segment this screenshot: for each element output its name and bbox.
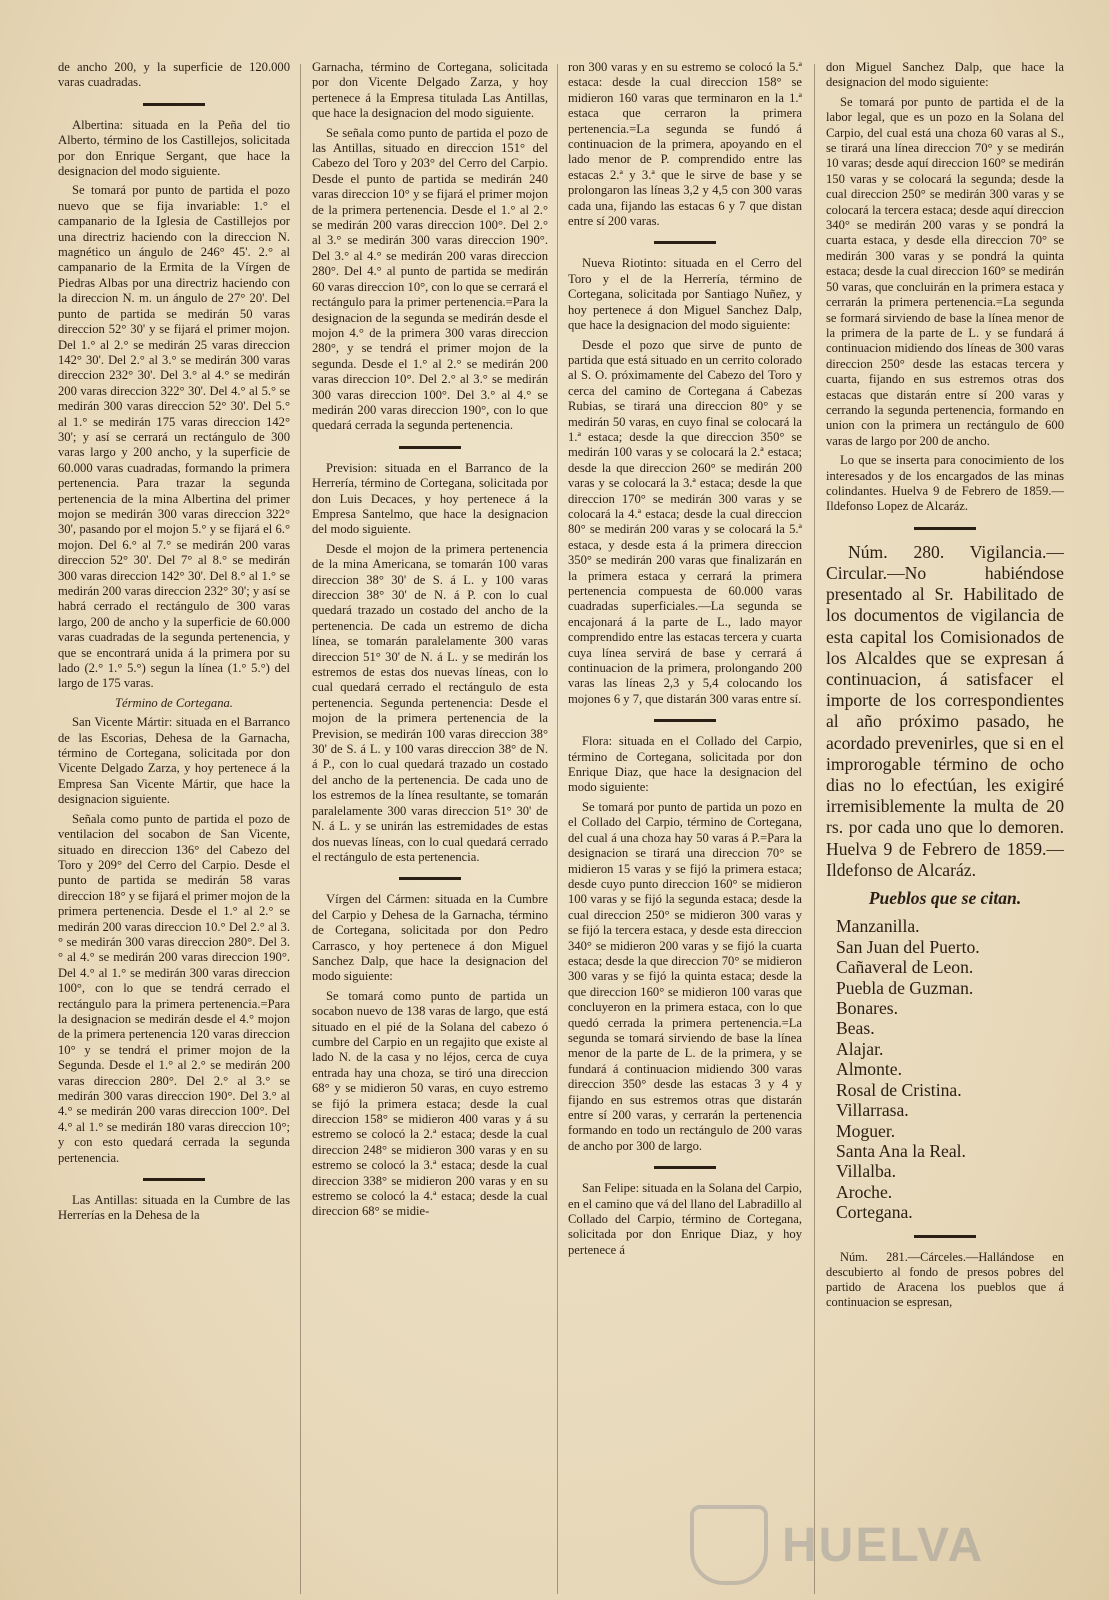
paragraph: Garnacha, término de Cortegana, solicitada por don Vicente Delgado Zarza, y hoy pertenece á la Empresa titulada Las Antillas, que hace la designacion del modo siguiente. [312,60,548,121]
towns-heading: Pueblos que se citan. [868,888,1022,909]
column-1 [58,60,290,1590]
list-item: Villarrasa. [836,1100,909,1121]
paragraph: de ancho 200, y la superficie de 120.000 varas cuadradas. [58,60,290,90]
watermark-text: HUELVA [782,1518,985,1572]
towns-list [836,916,1064,1222]
list-item: Alajar. [836,1038,884,1059]
separator-rule [399,877,461,880]
column-rule [814,64,815,1594]
list-item: Rosal de Cristina. [836,1079,962,1100]
list-item: Cortegana. [836,1202,913,1223]
shield-icon [690,1505,768,1585]
list-item: Moguer. [836,1120,896,1141]
paragraph: Lo que se inserta para conocimiento de los interesados y de los encargados de las minas colindantes. Huelva 9 de Febrero de 1859.—Ildefonso Lopez de Alcaráz. [826,453,1064,514]
paragraph: Desde el pozo que sirve de punto de partida que está situado en un cerrito colorado al S. O. próximamente del Cabezo del Toro y cerca del camino de Cortegana á Cabezas Rubias, se tirará una direccion 80° y se medirán 50 varas, en cuyo final se colocará la 1.ª estaca; desde la que direccion 350° se medirán 100 varas y se colocará la 2.ª estaca; desde la que direccion 260° se medirán 200 varas y se colocará la 3.ª estaca; desde la que direccion 170° se medirán 300 varas y se colocará la 4.ª estaca; desde la cual direccion 80° se medirán 200 varas y se colocará la 5.ª estaca, y desde esta á la primera direccion 350° se medirán 200 varas que finalizarán en la primera estaca y cerrará la primera pertenencia compuesta de 60.000 varas cuadradas superficiales.—La segunda se encajonará á la parte de L., lado mayor comprendido entre las estacas tercera y cuarta cuya línea servirá de base y cerrará á continuacion de la primera, prolongando 200 varas las líneas 2,3 y 5,4 colocando los mojones 6 y 7, que distarán 300 varas entre sí. [568,337,802,706]
paragraph: Nueva Riotinto: situada en el Cerro del Toro y el de la Herrería, término de Cortegana, solicitada por Santiago Nuñez, y hoy pertenece á don Miguel Sanchez Dalp, que hace la designacion del modo siguiente: [568,256,802,333]
paragraph: San Felipe: situada en la Solana del Carpio, en el camino que vá del llano del Labradillo al Collado del Carpio, término de Cortegana, solicitada por don Enrique Diaz, y hoy pertenece á [568,1181,802,1257]
paragraph: Núm. 281.—Cárceles.—Hallándose en descubierto al fondo de presos pobres del partido de Aracena los pueblos que á continuacion se espresan, [826,1249,1064,1309]
separator-rule [914,527,976,530]
paragraph: San Vicente Mártir: situada en el Barranco de las Escorias, Dehesa de la Garnacha, término de Cortegana, solicitada por don Vicente Delgado Zarza, y hoy pertenece á la Empresa San Vicente Mártir, que hace la designacion siguiente. [58,715,290,807]
paragraph: Albertina: situada en la Peña del tio Alberto, término de los Castillejos, solicitada por don Enrique Sergant, que hace la designacion del modo siguiente. [58,117,290,179]
list-item: Manzanilla. [836,916,920,937]
list-item: Almonte. [836,1059,902,1080]
separator-rule [399,446,461,449]
separator-rule [654,241,716,244]
list-item: Puebla de Guzman. [836,977,974,998]
column-rule [300,64,301,1594]
list-item: San Juan del Puerto. [836,936,980,957]
paragraph: Las Antillas: situada en la Cumbre de las Herrerías en la Dehesa de la [58,1193,290,1223]
section-subheading: Término de Cortegana. [115,695,233,710]
paragraph: don Miguel Sanchez Dalp, que hace la designacion del modo siguiente: [826,60,1064,90]
separator-rule [143,1178,205,1181]
separator-rule [143,103,205,106]
list-item: Beas. [836,1018,875,1039]
paragraph: Se tomará como punto de partida un socabon nuevo de 138 varas de largo, que está situado en el pié de la Solana del cabezo ó cumbre del Carpio en un regajito que existe al lado N. de la casa y no léjos, cerca de cuya entrada hay una choza, se tiró una direccion 68° y se midieron 50 varas, en cuyo estremo se fijó la primera estaca; desde la cual direccion 158° se midieron 400 varas y á su estremo se colocó la 2.ª estaca; desde la cual direccion 248° se midieron 300 varas y en su estremo se colocó la 3.ª estaca; desde la cual direccion 338° se midieron 200 varas y en su estremo se colocó la 4.ª estaca; desde la cual direccion 68° se midie- [312,988,548,1219]
separator-rule [914,1235,976,1238]
paragraph: Prevision: situada en el Barranco de la Herrería, término de Cortegana, solicitada por don Luis Decaces, y hoy pertenece á la Empresa Santelmo, que hace la designacion del modo siguiente. [312,460,548,537]
list-item: Cañaveral de Leon. [836,957,974,978]
list-item: Villalba. [836,1161,897,1182]
paragraph: Señala como punto de partida el pozo de ventilacion del socabon de San Vicente, situado en direccion 136° del Cabezo del Toro y 209° del Cerro del Carpio. Desde el punto de partida se medirán 58 varas direccion 18° y se fijará el primer mojon de la primera pertenencia. Desde el 1.° al 2.° se medirán 200 varas direccion 10.° Del 2.° al 3.° se medirán 300 varas direccion 280°. Del 3.° al 4.° se medirán 200 varas direccion 190°. Del 4.° al 1.° se medirán 300 varas direccion 100°, con lo que se tendrá cerrado el rectángulo para la primera pertenencia.=Para la designacion se medirán desde el 4.° mojon de la primera pertenencia 120 varas direccion 10° y se tendrá el primer mojon de la Segunda. Desde el 1.° al 2.° se medirán 200 varas direccion 280°. Del 2.° al 3.° se medirán 300 varas direccion 190°. Del 3.° al 4.° se medirán 200 varas direccion 100°. Del 4.° al 1.° se medirán 180 varas direccion 10°; y con esto quedará cerrada la segunda pertenencia. [58,811,290,1165]
paragraph: Desde el mojon de la primera pertenencia de la mina Americana, se tomarán 100 varas direccion 38° 30' de S. á L. y 100 varas direccion 38° 30' de N. á P. con lo cual quedará trazado un costado del ancho de la pertenencia. De cada un estremo de dicha línea, se tomarán paralelamente 300 varas direccion 51° 30' de N. á L. y se medirán los estremos de estas dos nuevas líneas, con lo cual quedará cerrado el rectángulo de esta pertenencia. Segunda pertenencia: Desde el mojon de la primera pertenencia de la Prevision, se medirán 100 varas direccion 38° 30' de S. á L. y 100 varas direccion 38° de N. á P., con lo cual quedará trazado un costado del ancho de la pertenencia. De cada uno de los estremos de la línea resultante, se tomarán paralelamente 300 varas direccion 51° 30' de N. á L. y se unirán las estremidades de estas dos nuevas líneas, con lo cual quedará cerrado el rectángulo de esta pertenencia. [312,541,548,864]
column-3 [568,60,802,1590]
paragraph: Vírgen del Cármen: situada en la Cumbre del Carpio y Dehesa de la Garnacha, término de Cortegana, solicitada por don Pedro Carrasco, y hoy pertenece á don Miguel Sanchez Dalp, que hace la designacion del modo siguiente: [312,892,548,984]
list-item: Bonares. [836,998,899,1019]
column-4 [826,60,1064,1590]
separator-rule [654,1166,716,1169]
paragraph: Se tomará por punto de partida el pozo nuevo que se fija invariable: 1.° el campanario de la Iglesia de Castillejos por una directriz haciendo con la direccion N. magnético un ángulo de 246° 45'. 2.° al campanario de la Ermita de la Vírgen de Piedras Albas por una directriz haciendo con la direccion N. m. un ángulo de 27° 20'. Del punto de partida se medirán 50 varas direccion 52° 30' y se fijará el primer mojon. Del 1.° al 2.° se medirán 25 varas direccion 142° 30'. Del 2.° al 3.° se medirán 300 varas direccion 232° 30'. Del 3.° al 4.° se medirán 200 varas direccion 322° 30'. Del 4.° al 5.° se medirán 300 varas direccion 52° 30'. Del 5.° al 1.° se medirán 175 varas direccion 142° 30'; y así se cerrará un rectángulo de 300 varas largo y 200 ancho, y la superficie de 60.000 varas cuadradas, formando la primera pertenencia. Para trazar la segunda pertenencia de la mina Albertina del primer mojon se medirán 300 varas direccion 322° 30', pasando por el mojon 5.° y se fijará el 6.° mojon. Del 6.° al 7.° se medirán 200 varas direccion 52° 30'. Del 7° al 8.° se medirán 300 varas direccion 142° 30'. Del 8.° al 1.° se medirán 200 varas direccion 232° 30'; y así se habrá cerrado el rectángulo de 300 varas largo, 200 de ancho y la superficie de 60.000 varas cuadradas de la segunda pertenencia, y que se encontrará unida á la primera por su lado (2.° 1.° 5.°) segun la línea (1.° 5.°) del largo de 175 varas. [58,183,290,691]
paragraph: ron 300 varas y en su estremo se colocó la 5.ª estaca: desde la cual direccion 158° se midieron 160 varas que terminaron en la 1.ª estaca que cerraron la primera pertenencia.=La segunda se fundó á continuacion de la primera, apoyando en el lado menor de P. comprendido entre las estacas 2.ª y 3.ª que le sirve de base y se prolongaron las líneas 3,2 y 4,5 con 300 varas cada una, fijando las estacas 6 y 7 que distan entre sí 200 varas. [568,60,802,229]
separator-rule [654,719,716,722]
list-item: Aroche. [836,1181,893,1202]
paragraph: Se tomará por punto de partida el de la labor legal, que es un pozo en la Solana del Carpio, del cual está una choza 60 varas al S., se tirará una línea direccion 70° y se medirán 10 varas; desde aquí direccion 160° se medirán 150 varas y se colocará la segunda; desde la cual direccion 250° se medirán 300 varas y se colocará la tercera estaca; desde aquí direccion 340° se medirán 200 varas y se pondrá la cuarta estaca, y desde ella direccion 70° se medirán 300 varas y se pondrá la quinta estaca; desde la cual direccion 160° se medirán 50 varas, que concluirán en la primera estaca y cerrarán la primera pertenencia.=La segunda se formará sirviendo de base la línea menor de la primera de la parte de L. y se fundará á continuacion midiendo dos líneas de 300 varas direccion 250° desde las estacas tercera y cuarta, fijando en sus estremos otras dos estacas que distarán entre sí 200 varas y cerrando la segunda pertenencia, formando en union con la primera un rectángulo de 600 varas de largo por 200 de ancho. [826,94,1064,448]
paragraph: Se señala como punto de partida el pozo de las Antillas, situado en direccion 151° del Cabezo del Toro y 203° del Cerro del Carpio. Desde el punto de partida se medirán 240 varas direccion 10° y se fijará el primer mojon de la primera pertenencia. Desde el 1.° al 2.° se medirán 200 varas direccion 100°. Del 2.° al 3.° se medirán 300 varas direccion 190°. Del 3.° al 4.° se medirán 200 varas direccion 280°. Del 4.° al punto de partida se medirán 60 varas direccion 10°, con lo que se cerrará el rectángulo para la primer pertenencia.=Para la designacion de la segunda se medirán desde el mojon 4.° de la primera 300 varas direccion 280°, y se tendrá el primer mojon de la segunda. Desde el 1.° al 2.° se medirán 200 varas direccion 10°. Del 2.° al 3.° se medirán 300 varas direccion 100°. Del 3.° al 4.° se medirán 200 varas direccion 190°, con lo que quedará cerrada la segunda pertenencia. [312,125,548,433]
column-2 [312,60,548,1590]
paragraph: Se tomará por punto de partida un pozo en el Collado del Carpio, término de Cortegana, del cual á una choza hay 50 varas á P.=Para la designacion se tirará una direccion 70° se midieron 15 varas y se fijó la primera estaca; desde cuyo punto direccion 160° se midieron 100 varas y se fijó la segunda estaca; desde la cual direccion 250° se midieron 300 varas y se fijó la tercera estaca, y desde esta direccion 340° se midieron 200 varas y se fijó la cuarta estaca; desde la que direccion 70° se midieron 300 varas y se fijó la quinta estaca; desde la que direccion 160° se midieron 100 varas que concluyeron en la primera estaca, con lo que quedó cerrada la primera pertenencia.=La segunda se tomará sirviendo de base la línea menor de la parte de L. de la primera, y se fundará á continuacion midiendo 300 varas direccion 350° desde las estacas 3 y 4 y fijando en sus estremos otras que distarán entre sí 200 varas, y cerrarán la pertenencia formando en todo un rectángulo de 200 varas de ancho por 300 de largo. [568,799,802,1153]
paragraph: Flora: situada en el Collado del Carpio, término de Cortegana, solicitada por don Enrique Diaz, que hace la designacion del modo siguiente: [568,734,802,795]
list-item: Santa Ana la Real. [836,1140,966,1161]
column-rule [557,64,558,1594]
circular-notice [826,542,1064,881]
archive-watermark [690,1505,1010,1585]
paragraph: Núm. 280. Vigilancia.—Circular.—No habiéndose presentado al Sr. Habilitado de los documentos de vigilancia de esta capital los Comisionados de los Alcaldes que se expresan á continuacion, á satisfacer el importe de los correspondientes al año próximo pasado, he acordado prevenirles, que si en el improrogable término de ocho dias no lo efectúan, les exigiré irremisiblemente la multa de 20 rs. por cada uno que lo demoren. Huelva 9 de Febrero de 1859.—Ildefonso de Alcaráz. [826,541,1064,880]
